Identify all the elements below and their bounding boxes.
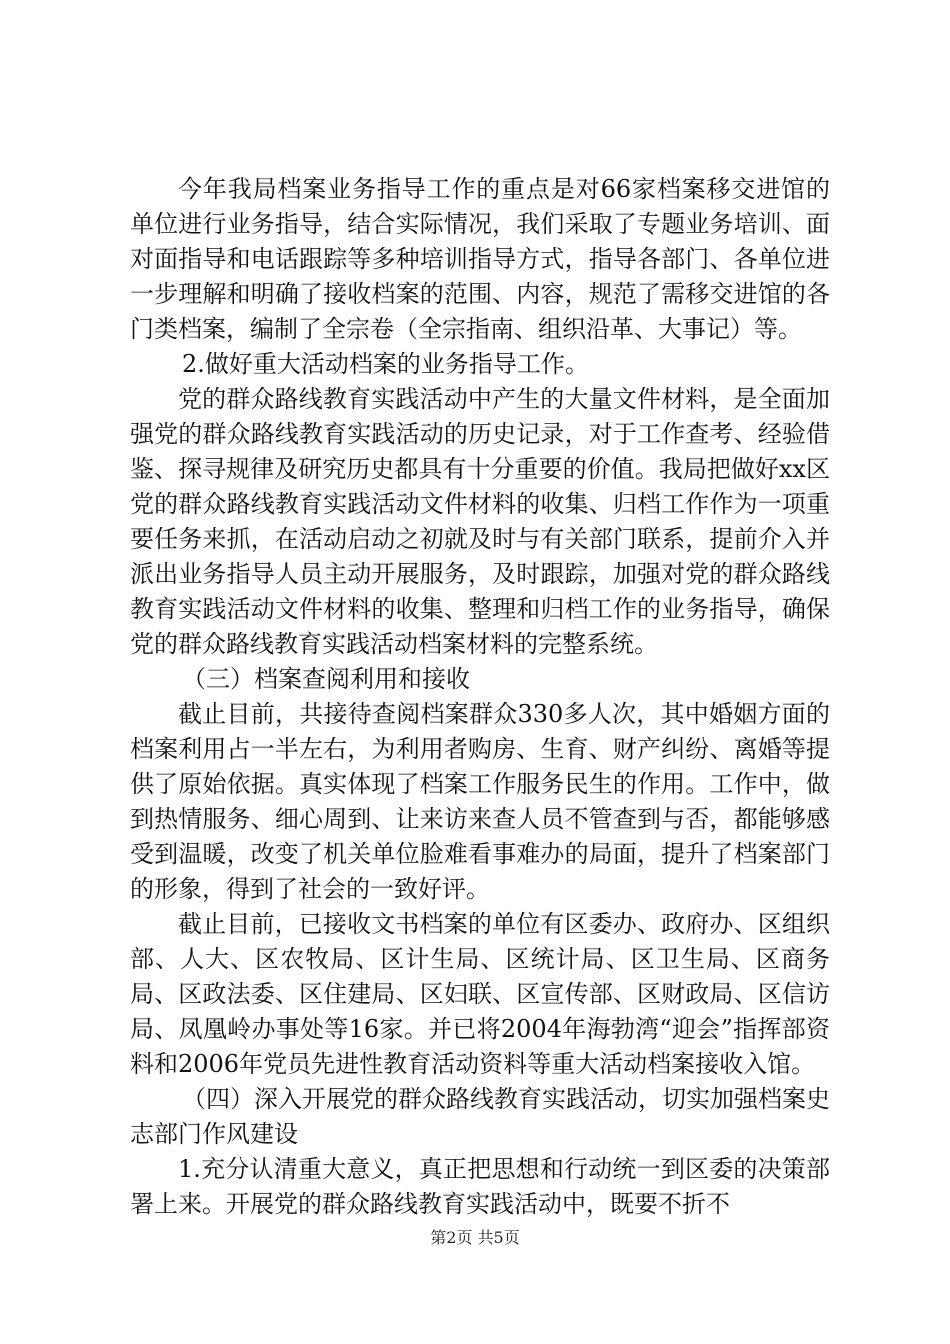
paragraph-archive-consultation: 截止目前，共接待查阅档案群众330多人次，其中婚姻方面的档案利用占一半左右，为利用者购房、生育、财产纠纷、离婚等提供了原始依据。真实体现了档案工作服务民生的作用。工作中，做到热情服务、细心周到、让来访来查人员不管查到与否，都能够感受到温暖，改变了机关单位脸难看事难办的局面，提升了档案部门的形象，得到了社会的一致好评。 (130, 700, 830, 903)
document-body (130, 172, 830, 1222)
section-heading-work-style: （四）深入开展党的群众路线教育实践活动，切实加强档案史志部门作风建设 (130, 1085, 830, 1148)
section-heading-major-events: 2.做好重大活动档案的业务指导工作。 (182, 350, 589, 378)
paragraph-archive-receipt: 截止目前，已接收文书档案的单位有区委办、政府办、区组织部、人大、区农牧局、区计生局、区统计局、区卫生局、区商务局、区政法委、区住建局、区妇联、区宣传部、区财政局、区信访局、凤凰岭办事处等16家。并已将2004年海勃湾“迎会”指挥部资料和2006年党员先进性教育活动资料等重大活动档案接收入馆。 (130, 910, 830, 1078)
page-footer: 第2页 共5页 (430, 1228, 520, 1247)
paragraph-archive-guidance: 今年我局档案业务指导工作的重点是对66家档案移交进馆的单位进行业务指导，结合实际情况，我们采取了专题业务培训、面对面指导和电话跟踪等多种培训指导方式，指导各部门、各单位进一步理解和明确了接收档案的范围、内容，规范了需移交进馆的各门类档案，编制了全宗卷（全宗指南、组织沿革、大事记）等。 (130, 175, 830, 343)
paragraph-mass-line-records: 党的群众路线教育实践活动中产生的大量文件材料，是全面加强党的群众路线教育实践活动的历史记录，对于工作查考、经验借鉴、探寻规律及研究历史都具有十分重要的价值。我局把做好xx区党的群众路线教育实践活动文件材料的收集、归档工作作为一项重要任务来抓，在活动启动之初就及时与有关部门联系，提前介入并派出业务指导人员主动开展服务，及时跟踪，加强对党的群众路线教育实践活动文件材料的收集、整理和归档工作的业务指导，确保党的群众路线教育实践活动档案材料的完整系统。 (130, 385, 830, 658)
section-heading-archive-access: （三）档案查阅利用和接收 (182, 665, 470, 693)
paragraph-significance: 1.充分认清重大意义，真正把思想和行动统一到区委的决策部署上来。开展党的群众路线教育实践活动中，既要不折不 (130, 1155, 830, 1218)
